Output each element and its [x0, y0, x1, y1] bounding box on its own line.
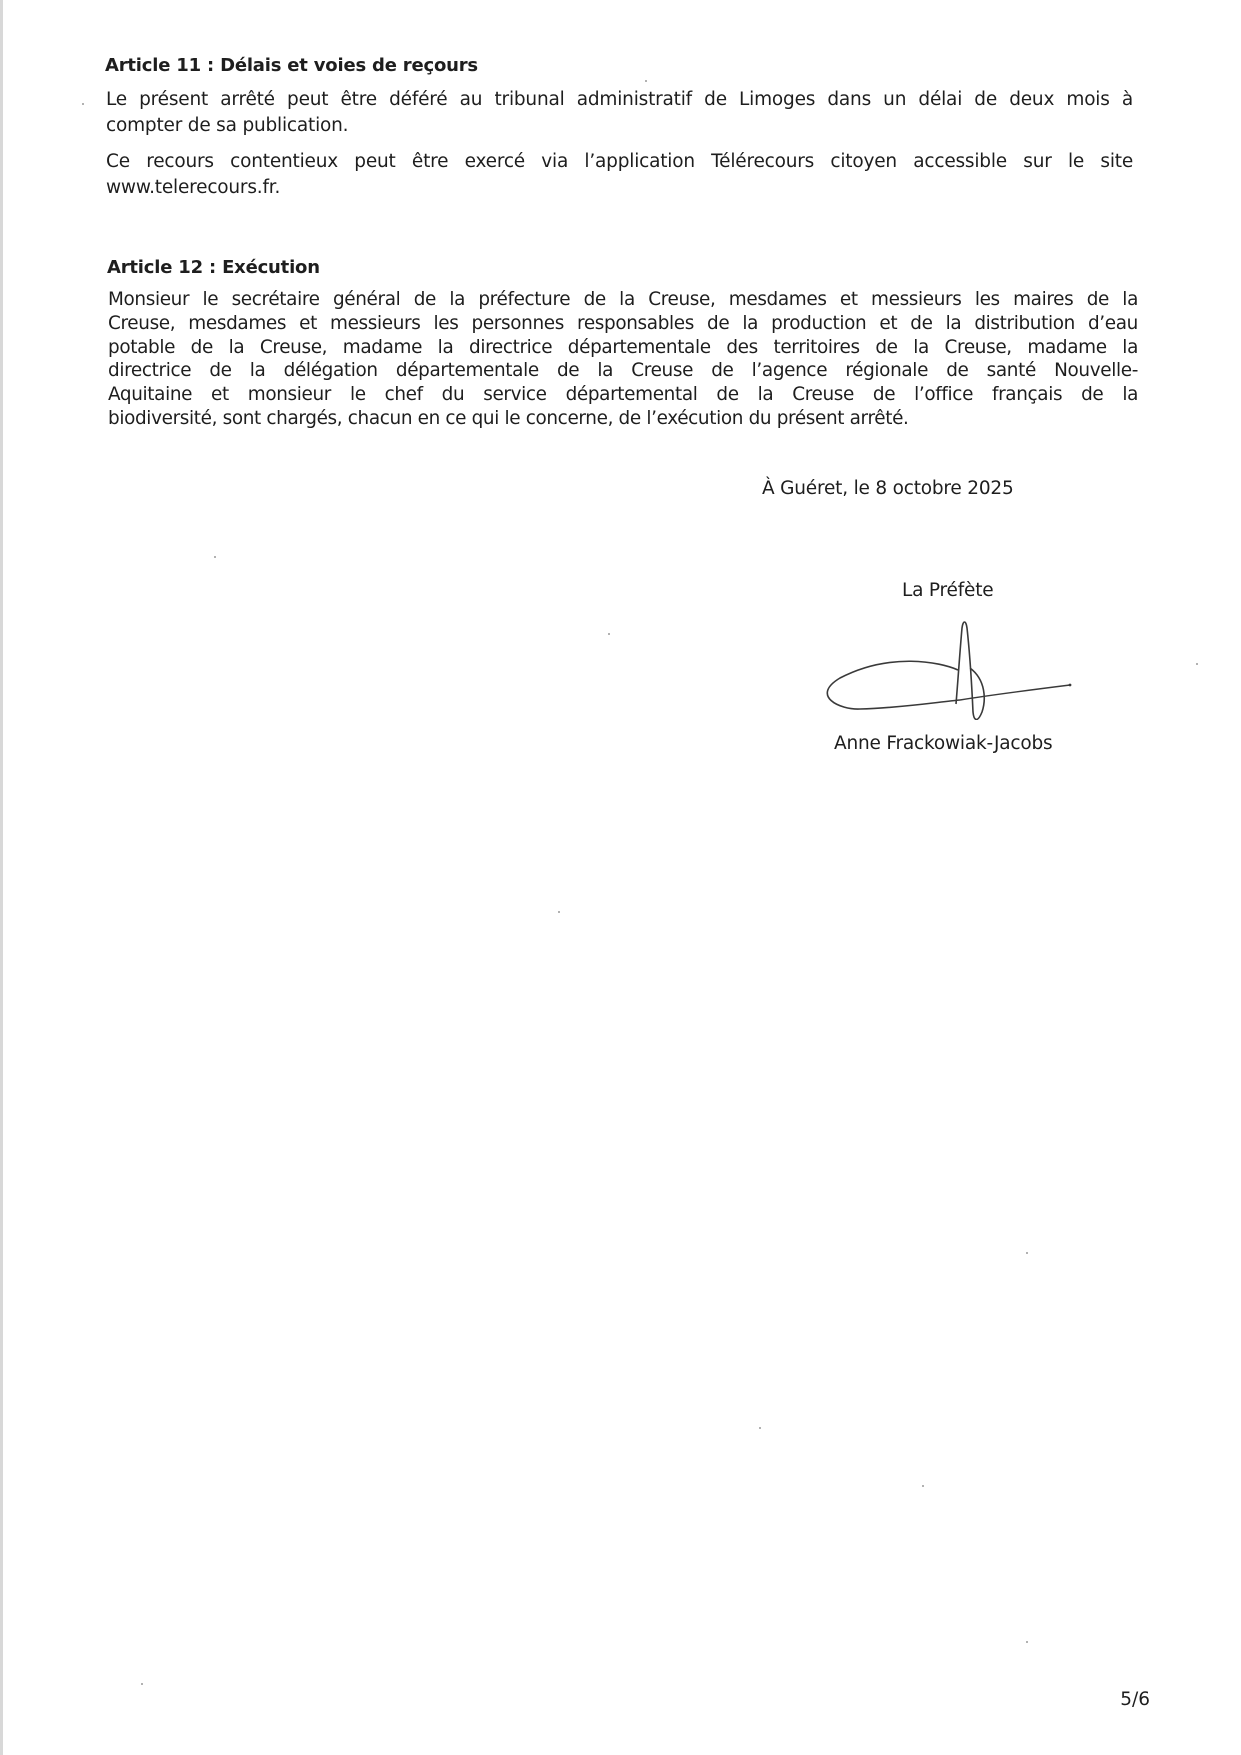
text-line: potable de la Creuse, madame la directrice départementale des territoires de la Creuse, madame la	[108, 336, 1138, 358]
text-line: Creuse, mesdames et messieurs les personnes responsables de la production et de la distribution d’eau	[108, 312, 1138, 334]
signature-loop	[827, 661, 960, 709]
text-line: Ce recours contentieux peut être exercé via l’application Télérecours citoyen accessible sur le site	[106, 151, 1133, 172]
article-12-heading: Article 12 : Exécution	[107, 257, 320, 278]
scan-speck	[141, 1683, 143, 1685]
article-11-paragraph-1	[106, 87, 1133, 139]
handwritten-signature	[820, 600, 1080, 720]
text-line: directrice de la délégation départementale de la Creuse de l’agence régionale de santé Nouvelle-	[108, 360, 1138, 382]
scan-speck	[558, 911, 560, 913]
scan-edge	[0, 0, 3, 1755]
scan-speck	[1026, 1252, 1028, 1254]
text-line: www.telerecours.fr.	[106, 177, 281, 198]
scan-speck	[608, 633, 610, 635]
scan-speck	[645, 80, 647, 82]
text-line: biodiversité, sont chargés, chacun en ce qui le concerne, de l’exécution du présent arrêté.	[108, 407, 909, 429]
scan-speck	[214, 556, 216, 558]
text-line: Le présent arrêté peut être déféré au tribunal administratif de Limoges dans un délai de deux mois à	[106, 89, 1133, 110]
text-line: Monsieur le secrétaire général de la préfecture de la Creuse, mesdames et messieurs les maires de la	[108, 289, 1138, 310]
page-number: 5/6	[1120, 1689, 1150, 1710]
signature-end-dot	[1069, 684, 1072, 687]
scan-speck	[1196, 663, 1198, 665]
signature-upstroke	[956, 622, 984, 720]
signature-tail	[960, 685, 1070, 700]
article-12-paragraph	[108, 288, 1138, 431]
scan-speck	[759, 1427, 761, 1429]
text-line: compter de sa publication.	[106, 115, 349, 136]
scan-speck	[922, 1485, 924, 1487]
article-11-heading: Article 11 : Délais et voies de reçours	[105, 55, 478, 76]
scan-speck	[1026, 1641, 1028, 1643]
text-line: Aquitaine et monsieur le chef du service départemental de la Creuse de l’office français de la	[108, 384, 1138, 406]
place-date: À Guéret, le 8 octobre 2025	[762, 478, 1014, 499]
article-11-paragraph-2	[106, 149, 1133, 201]
signatory-name: Anne Frackowiak-Jacobs	[834, 733, 1053, 754]
scan-speck	[82, 103, 84, 105]
signatory-title: La Préfète	[902, 580, 994, 601]
